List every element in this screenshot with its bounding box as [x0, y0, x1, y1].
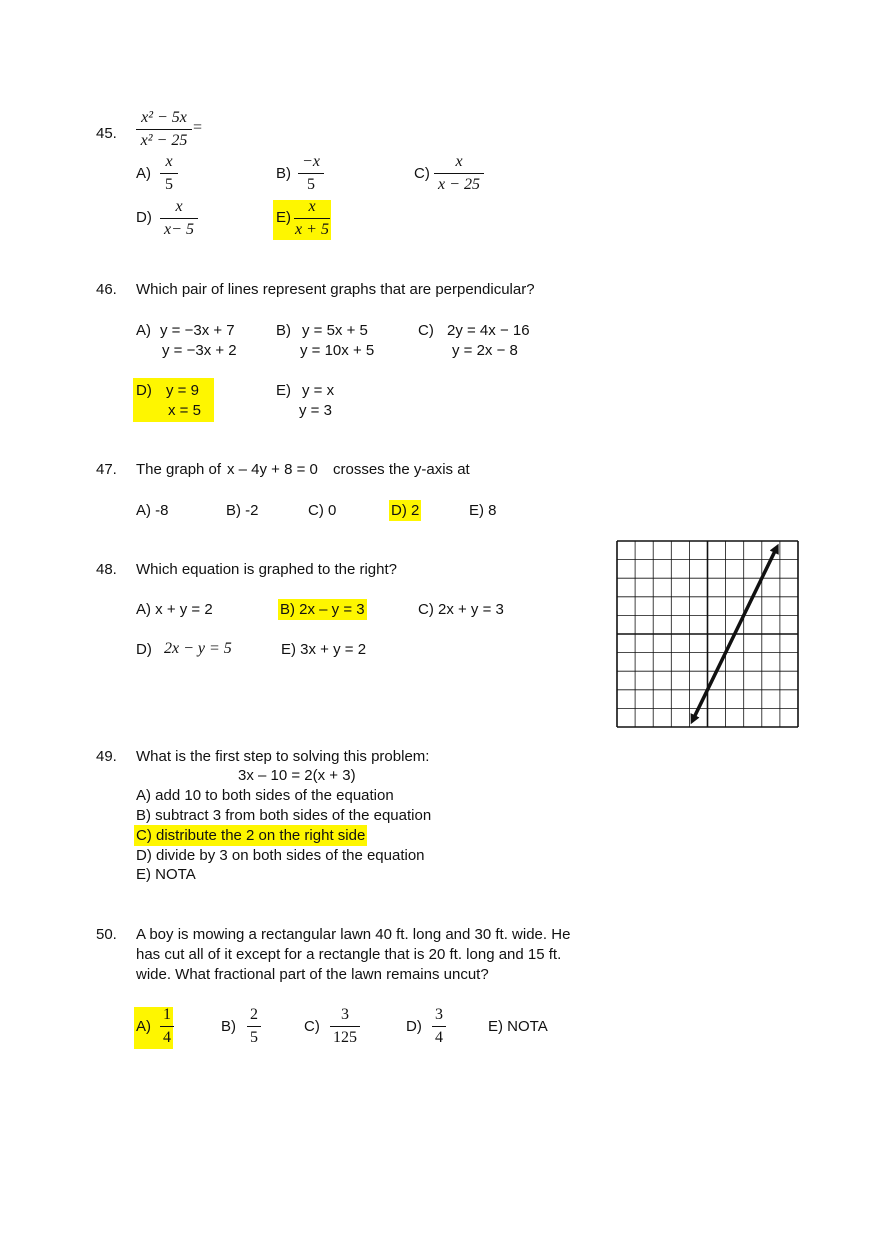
q50-d-num: 3: [435, 1006, 443, 1023]
q45-expr-numerator: x² − 5x: [141, 109, 187, 126]
q45-b-den: 5: [307, 176, 315, 193]
q47-question-post: crosses the y-axis at: [333, 461, 470, 478]
q48-option-e: E) 3x + y = 2: [281, 641, 367, 658]
q50-c-num: 3: [341, 1006, 349, 1023]
q50-option-d-letter: D): [406, 1018, 422, 1035]
q50-number: 50.: [96, 926, 117, 943]
q45-option-a-letter: A): [136, 165, 151, 182]
grid-lines: [617, 541, 798, 727]
q45-option-a-fraction: [160, 152, 178, 195]
fraction-bar: [247, 1026, 261, 1027]
q45-number: 45.: [96, 125, 117, 142]
q45-c-den: x − 25: [438, 176, 480, 193]
q47-question-pre: The graph of: [136, 461, 222, 478]
q50-question-line1: A boy is mowing a rectangular lawn 40 ft. long and 30 ft. wide. He: [136, 926, 571, 943]
q48-question: Which equation is graphed to the right?: [136, 561, 397, 578]
q46-option-e-line1: y = x: [302, 382, 335, 399]
q49-number: 49.: [96, 748, 117, 765]
q45-e-num: x: [308, 198, 316, 215]
q50-option-a-fraction: [160, 1005, 174, 1048]
q50-option-b-letter: B): [221, 1018, 236, 1035]
q48-option-d-expression: 2x − y = 5: [164, 640, 232, 657]
q50-b-num: 2: [250, 1006, 258, 1023]
q46-option-a-line2: y = −3x + 2: [162, 342, 237, 359]
q48-option-d-letter: D): [136, 641, 152, 658]
q45-option-c-fraction: [434, 152, 484, 195]
q49-option-a: A) add 10 to both sides of the equation: [136, 787, 394, 804]
q46-option-e-line2: y = 3: [299, 402, 332, 419]
q46-option-c-line2: y = 2x − 8: [452, 342, 518, 359]
q46-option-c-line1: 2y = 4x − 16: [447, 322, 530, 339]
q47-option-b: B) -2: [226, 502, 259, 519]
q45-equals: =: [193, 119, 203, 136]
q45-b-num: −x: [302, 153, 320, 170]
fraction-bar: [294, 218, 330, 219]
q50-a-num: 1: [163, 1006, 171, 1023]
q45-e-den: x + 5: [295, 221, 329, 238]
q47-option-c: C) 0: [308, 502, 337, 519]
q49-option-c: C) distribute the 2 on the right side: [136, 827, 366, 844]
q50-question-line3: wide. What fractional part of the lawn remains uncut?: [136, 966, 489, 983]
q45-option-d-letter: D): [136, 209, 152, 226]
q45-a-den: 5: [165, 176, 173, 193]
fraction-bar: [136, 129, 192, 130]
q46-option-a-letter: A): [136, 322, 151, 339]
q45-c-num: x: [455, 153, 463, 170]
q50-option-c-fraction: [330, 1005, 360, 1048]
q46-option-d-letter: D): [136, 382, 152, 399]
q50-option-c-letter: C): [304, 1018, 320, 1035]
fraction-bar: [160, 173, 178, 174]
q45-d-den: x− 5: [164, 221, 194, 238]
q46-question: Which pair of lines represent graphs that are perpendicular?: [136, 281, 535, 298]
q45-option-b-letter: B): [276, 165, 291, 182]
q45-option-d-fraction: [160, 197, 198, 240]
q45-expression: [136, 108, 192, 151]
q46-option-a-line1: y = −3x + 7: [160, 322, 235, 339]
q48-option-c: C) 2x + y = 3: [418, 601, 504, 618]
q50-option-d-fraction: [432, 1005, 446, 1048]
q49-option-b: B) subtract 3 from both sides of the equation: [136, 807, 432, 824]
q46-number: 46.: [96, 281, 117, 298]
q49-equation: 3x – 10 = 2(x + 3): [238, 767, 356, 784]
q46-option-b-letter: B): [276, 322, 291, 339]
q48-option-a: A) x + y = 2: [136, 601, 213, 618]
fraction-bar: [160, 218, 198, 219]
q45-a-num: x: [165, 153, 173, 170]
q50-option-a-letter: A): [136, 1018, 151, 1035]
q47-option-e: E) 8: [469, 502, 497, 519]
q49-question: What is the first step to solving this problem:: [136, 748, 430, 765]
q50-option-b-fraction: [247, 1005, 261, 1048]
q48-option-b: B) 2x – y = 3: [280, 601, 365, 618]
fraction-bar: [330, 1026, 360, 1027]
q50-question-line2: has cut all of it except for a rectangle that is 20 ft. long and 15 ft.: [136, 946, 562, 963]
q47-option-a: A) -8: [136, 502, 169, 519]
fraction-bar: [160, 1026, 174, 1027]
q46-option-b-line2: y = 10x + 5: [300, 342, 375, 359]
q47-number: 47.: [96, 461, 117, 478]
fraction-bar: [434, 173, 484, 174]
q47-equation: x – 4y + 8 = 0: [227, 461, 318, 478]
q45-option-e-letter: E): [276, 209, 291, 226]
fraction-bar: [298, 173, 324, 174]
q46-option-d-line2: x = 5: [168, 402, 201, 419]
q47-option-d: D) 2: [391, 502, 420, 519]
q49-option-e: E) NOTA: [136, 866, 196, 883]
q45-option-b-fraction: [298, 152, 324, 195]
coordinate-grid-graph: [616, 540, 799, 728]
fraction-bar: [432, 1026, 446, 1027]
q50-a-den: 4: [163, 1029, 171, 1046]
q45-option-e-fraction: [294, 197, 330, 240]
q50-b-den: 5: [250, 1029, 258, 1046]
q46-option-c-letter: C): [418, 322, 434, 339]
q50-d-den: 4: [435, 1029, 443, 1046]
q45-option-c-letter: C): [414, 165, 430, 182]
q46-option-d-line1: y = 9: [166, 382, 199, 399]
q48-number: 48.: [96, 561, 117, 578]
q45-d-num: x: [175, 198, 183, 215]
q50-option-e: E) NOTA: [488, 1018, 548, 1035]
q46-option-b-line1: y = 5x + 5: [302, 322, 368, 339]
q50-c-den: 125: [333, 1029, 357, 1046]
q46-option-e-letter: E): [276, 382, 291, 399]
q45-expr-denominator: x² − 25: [140, 132, 188, 149]
q49-option-d: D) divide by 3 on both sides of the equation: [136, 847, 425, 864]
